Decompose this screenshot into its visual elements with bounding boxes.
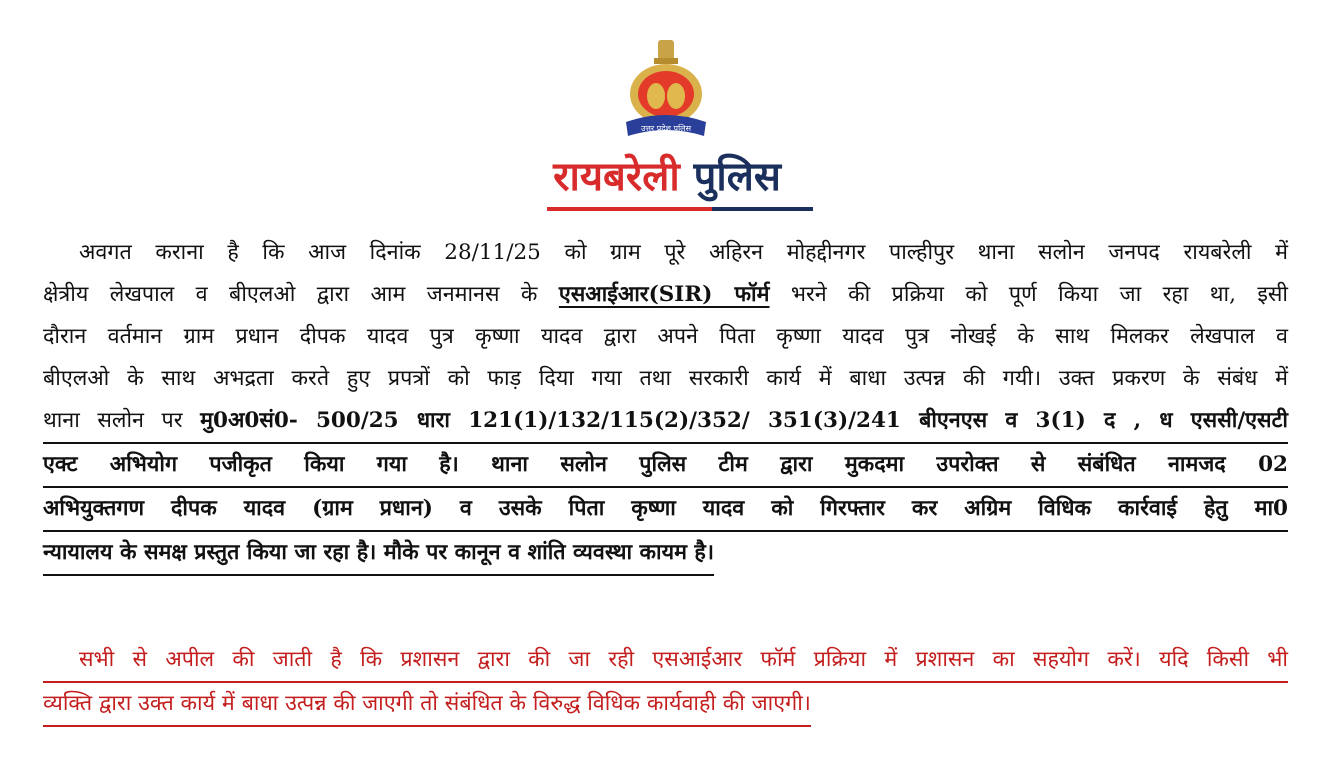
text-line: न्यायालय के समक्ष प्रस्तुत किया जा रहा है। मौके पर कानून व शांति व्यवस्था कायम है।: [43, 532, 1288, 574]
text-line: एक्ट अभियोग पजीकृत किया गया है। थाना सलोन पुलिस टीम द्वारा मुकदमा उपरोक्त से संबंधित नामजद 02: [43, 444, 1288, 488]
appeal-line: व्यक्ति द्वारा उक्त कार्य में बाधा उत्पन्न की जाएगी तो संबंधित के विरुद्ध विधिक कार्यवाही की जाएगी।: [43, 683, 1288, 725]
page-title: [0, 152, 1334, 202]
text-line: बीएलओ के साथ अभद्रता करते हुए प्रपत्रों को फाड़ दिया गया तथा सरकारी कार्य में बाधा उत्पन्न की गयी। उक्त प्रकरण के संबंध में: [43, 366, 1288, 391]
title-underline: [547, 207, 813, 211]
title-district: रायबरेली: [553, 154, 680, 200]
text-line: अवगत कराना है कि आज दिनांक 28/11/25 को ग्राम पूरे अहिरन मोहद्दीनगर पाल्हीपुर थाना सलोन जनपद रायबरेली में: [79, 240, 1288, 265]
text-line-case-number: थाना सलोन पर मु0अ0सं0- 500/25 धारा 121(1)/132/115(2)/352/ 351(3)/241 बीएनएस व 3(1) द , ध एससी/एसटी: [43, 400, 1288, 444]
up-police-emblem: [620, 38, 712, 142]
title-police: पुलिस: [693, 154, 781, 200]
emblem-icon: [620, 38, 712, 142]
case-sections: मु0अ0सं0- 500/25 धारा 121(1)/132/115(2)/352/ 351(3)/241 बीएनएस व 3(1) द , ध एससी/एसटी: [200, 408, 1288, 433]
appeal-paragraph: [43, 639, 1288, 725]
sir-form-highlight: एसआईआर(SIR) फॉर्म: [558, 282, 770, 307]
press-release-paragraph: [43, 232, 1288, 574]
appeal-line: सभी से अपील की जाती है कि प्रशासन द्वारा की जा रही एसआईआर फॉर्म प्रक्रिया में प्रशासन का सहयोग करें। यदि किसी भी: [43, 639, 1288, 683]
text-line: दौरान वर्तमान ग्राम प्रधान दीपक यादव पुत्र कृष्णा यादव द्वारा अपने पिता कृष्णा यादव पुत्र नोखई के साथ मिलकर लेखपाल व: [43, 324, 1288, 349]
text-line: अभियुक्तगण दीपक यादव (ग्राम प्रधान) व उसके पिता कृष्णा यादव को गिरफ्तार कर अग्रिम विधिक कार्रवाई हेतु मा0: [43, 488, 1288, 532]
svg-text:उत्तर प्रदेश पुलिस: उत्तर प्रदेश पुलिस: [641, 124, 691, 133]
text-line: क्षेत्रीय लेखपाल व बीएलओ द्वारा आम जनमानस के एसआईआर(SIR) फॉर्म भरने की प्रक्रिया को पूर्ण किया जा रहा था, इसी: [43, 282, 1288, 307]
